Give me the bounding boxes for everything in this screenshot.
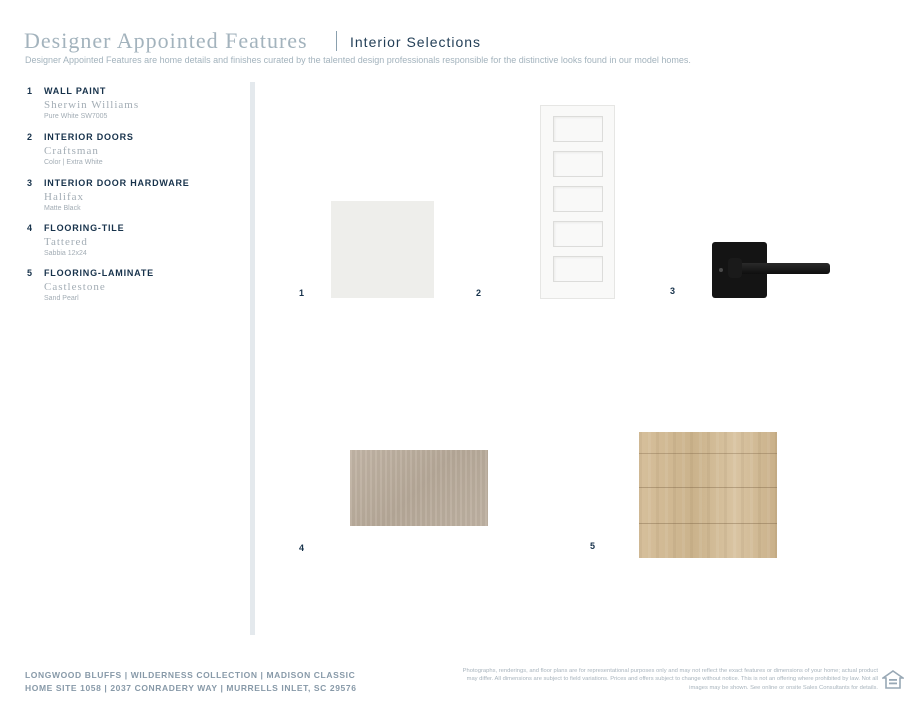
selection-detail: Sabbia 12x24 xyxy=(44,250,87,257)
selection-name: Craftsman xyxy=(44,145,99,157)
selection-number: 4 xyxy=(27,223,33,233)
selection-number: 2 xyxy=(27,132,33,142)
selection-name: Sherwin Williams xyxy=(44,99,140,111)
vertical-divider xyxy=(250,82,255,635)
door-panel xyxy=(553,186,603,212)
footer-address: HOME SITE 1058 | 2037 CONRADERY WAY | MURRELLS INLET, SC 29576 xyxy=(25,683,357,693)
door-panel xyxy=(553,256,603,282)
page-title: Designer Appointed Features xyxy=(24,28,308,53)
swatch-number: 5 xyxy=(590,541,596,551)
selection-list xyxy=(25,84,245,314)
selection-number: 1 xyxy=(27,86,33,96)
swatch-number: 1 xyxy=(299,288,305,298)
swatch-number: 4 xyxy=(299,543,305,553)
selection-detail: Color | Extra White xyxy=(44,159,103,166)
selection-category: INTERIOR DOORS xyxy=(44,132,134,142)
door-panel xyxy=(553,221,603,247)
hardware-rose xyxy=(728,258,742,278)
flooring-tile-swatch xyxy=(350,450,488,526)
title-separator xyxy=(336,31,337,51)
equal-housing-icon xyxy=(882,669,904,691)
selection-number: 3 xyxy=(27,178,33,188)
selection-detail: Matte Black xyxy=(44,205,81,212)
footer-disclaimer: Photographs, renderings, and floor plans are for representational purposes only and may not reflect the exact features or dimensions of your home; actual product may differ. All dimensions are subject to field variations. Prices and offers subject to change without notice. This is not an offering where prohibited by law. Not all images may be shown. See online or onsite Sales Consultants for details. xyxy=(462,668,878,691)
selection-category: FLOORING-TILE xyxy=(44,223,125,233)
door-panel xyxy=(553,151,603,177)
selection-name: Tattered xyxy=(44,236,88,248)
selection-category: INTERIOR DOOR HARDWARE xyxy=(44,178,190,188)
flooring-laminate-swatch xyxy=(639,432,777,558)
swatch-number: 3 xyxy=(670,286,676,296)
selection-name: Castlestone xyxy=(44,281,106,293)
selection-detail: Sand Pearl xyxy=(44,295,79,302)
hardware-lever xyxy=(728,263,830,274)
hardware-lock-dot xyxy=(719,268,723,272)
selection-category: WALL PAINT xyxy=(44,86,107,96)
door-panel xyxy=(553,116,603,142)
page-subtitle: Interior Selections xyxy=(350,34,482,50)
selection-detail: Pure White SW7005 xyxy=(44,113,108,120)
page-description: Designer Appointed Features are home details and finishes curated by the talented design professionals responsible for the distinctive looks found in our model homes. xyxy=(25,55,691,65)
interior-door-image xyxy=(540,105,615,299)
footer-community: LONGWOOD BLUFFS | WILDERNESS COLLECTION | MADISON CLASSIC xyxy=(25,670,356,680)
selection-category: FLOORING-LAMINATE xyxy=(44,268,154,278)
selection-number: 5 xyxy=(27,268,33,278)
wall-paint-swatch xyxy=(331,201,434,298)
swatch-number: 2 xyxy=(476,288,482,298)
selection-name: Halifax xyxy=(44,191,84,203)
